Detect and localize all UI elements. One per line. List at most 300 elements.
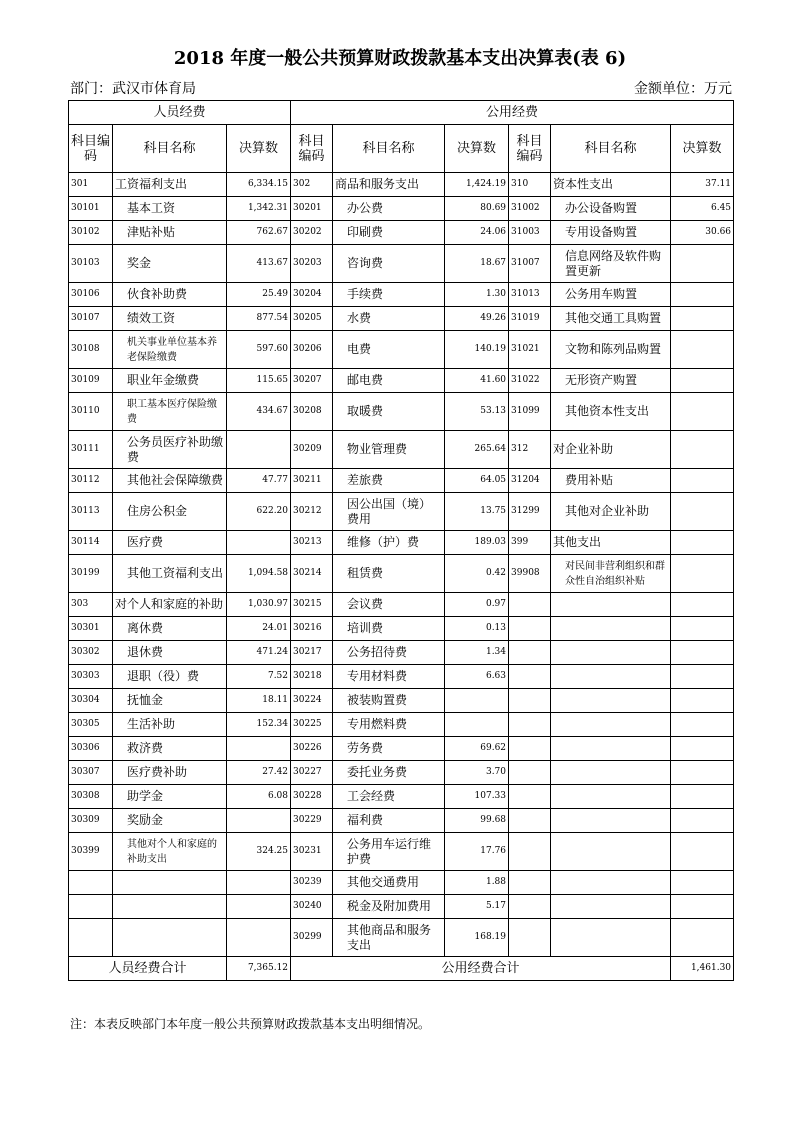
amount: 597.60 — [227, 331, 291, 369]
subject-name: 基本工资 — [113, 197, 227, 221]
col-header-code: 科目编码 — [69, 125, 113, 173]
subject-code: 30228 — [291, 785, 333, 809]
subject-name: 物业管理费 — [333, 431, 445, 469]
unit-label: 金额单位：万元 — [634, 81, 732, 97]
subject-name: 委托业务费 — [333, 761, 445, 785]
table-row — [69, 173, 734, 197]
subject-code: 30102 — [69, 221, 113, 245]
subject-code: 30106 — [69, 283, 113, 307]
subject-name: 办公设备购置 — [551, 197, 671, 221]
subject-name — [551, 737, 671, 761]
subject-code — [509, 895, 551, 919]
col-header-amount: 决算数 — [445, 125, 509, 173]
page-title: 2018 年度一般公共预算财政拨款基本支出决算表(表 6) — [173, 48, 627, 69]
subject-code: 303 — [69, 593, 113, 617]
public-total-label: 公用经费合计 — [291, 957, 671, 981]
table-row — [69, 469, 734, 493]
subject-code: 30306 — [69, 737, 113, 761]
amount: 1.30 — [445, 283, 509, 307]
amount: 53.13 — [445, 393, 509, 431]
subject-name: 职业年金缴费 — [113, 369, 227, 393]
table-row — [69, 871, 734, 895]
amount — [227, 431, 291, 469]
subject-name: 奖励金 — [113, 809, 227, 833]
table-row — [69, 689, 734, 713]
amount: 24.01 — [227, 617, 291, 641]
subject-code: 31013 — [509, 283, 551, 307]
subject-code: 30226 — [291, 737, 333, 761]
amount: 1.88 — [445, 871, 509, 895]
table-row — [69, 665, 734, 689]
amount — [671, 307, 734, 331]
subject-code: 30202 — [291, 221, 333, 245]
subject-code: 30215 — [291, 593, 333, 617]
subject-name — [113, 919, 227, 957]
amount: 189.03 — [445, 531, 509, 555]
subject-code: 31299 — [509, 493, 551, 531]
subject-code: 30308 — [69, 785, 113, 809]
subject-code: 30201 — [291, 197, 333, 221]
subject-code: 30109 — [69, 369, 113, 393]
subject-code: 30207 — [291, 369, 333, 393]
subject-name: 生活补助 — [113, 713, 227, 737]
amount — [671, 617, 734, 641]
subject-name: 离休费 — [113, 617, 227, 641]
amount: 107.33 — [445, 785, 509, 809]
amount: 30.66 — [671, 221, 734, 245]
subject-code: 30229 — [291, 809, 333, 833]
subject-code: 30214 — [291, 555, 333, 593]
subject-code: 30304 — [69, 689, 113, 713]
table-row — [69, 221, 734, 245]
col-header-code: 科目编码 — [509, 125, 551, 173]
subject-name: 绩效工资 — [113, 307, 227, 331]
subject-name: 信息网络及软件购置更新 — [551, 245, 671, 283]
amount: 47.77 — [227, 469, 291, 493]
col-header-code: 科目编码 — [291, 125, 333, 173]
amount — [671, 331, 734, 369]
subject-name: 公务招待费 — [333, 641, 445, 665]
subject-code: 30111 — [69, 431, 113, 469]
subject-name: 抚恤金 — [113, 689, 227, 713]
subject-name: 工会经费 — [333, 785, 445, 809]
amount — [671, 593, 734, 617]
subject-name: 专用燃料费 — [333, 713, 445, 737]
amount — [671, 871, 734, 895]
subject-name — [551, 689, 671, 713]
public-total-value: 1,461.30 — [671, 957, 734, 981]
amount — [671, 713, 734, 737]
subject-code: 30302 — [69, 641, 113, 665]
subject-name — [551, 617, 671, 641]
amount — [227, 809, 291, 833]
amount: 7.52 — [227, 665, 291, 689]
amount: 152.34 — [227, 713, 291, 737]
subject-name: 咨询费 — [333, 245, 445, 283]
table-row — [69, 617, 734, 641]
footnote: 注：本表反映部门本年度一般公共预算财政拨款基本支出明细情况。 — [70, 1017, 431, 1031]
subject-code: 39908 — [509, 555, 551, 593]
amount: 41.60 — [445, 369, 509, 393]
subject-name: 印刷费 — [333, 221, 445, 245]
subject-code — [509, 761, 551, 785]
subject-code: 30303 — [69, 665, 113, 689]
table-row — [69, 197, 734, 221]
subject-code: 30103 — [69, 245, 113, 283]
subject-name: 工资福利支出 — [113, 173, 227, 197]
subject-code: 30225 — [291, 713, 333, 737]
subject-name: 被装购置费 — [333, 689, 445, 713]
amount: 24.06 — [445, 221, 509, 245]
subject-code: 31022 — [509, 369, 551, 393]
col-header-name: 科目名称 — [113, 125, 227, 173]
subject-name: 医疗费补助 — [113, 761, 227, 785]
subject-name — [113, 895, 227, 919]
amount — [671, 895, 734, 919]
subject-code: 30208 — [291, 393, 333, 431]
amount: 37.11 — [671, 173, 734, 197]
subject-name: 商品和服务支出 — [333, 173, 445, 197]
subject-code — [509, 593, 551, 617]
subject-name — [113, 871, 227, 895]
subject-name: 办公费 — [333, 197, 445, 221]
subject-code: 30240 — [291, 895, 333, 919]
subject-code: 30205 — [291, 307, 333, 331]
subject-name: 水费 — [333, 307, 445, 331]
amount: 622.20 — [227, 493, 291, 531]
subject-name: 其他资本性支出 — [551, 393, 671, 431]
table-row — [69, 809, 734, 833]
amount — [671, 919, 734, 957]
subject-code: 30231 — [291, 833, 333, 871]
subject-name: 费用补贴 — [551, 469, 671, 493]
subject-name: 其他对个人和家庭的补助支出 — [113, 833, 227, 871]
amount: 18.11 — [227, 689, 291, 713]
subject-code — [509, 809, 551, 833]
subject-code: 30239 — [291, 871, 333, 895]
amount: 69.62 — [445, 737, 509, 761]
table-row — [69, 245, 734, 283]
amount — [227, 737, 291, 761]
subject-name: 无形资产购置 — [551, 369, 671, 393]
subject-code: 31003 — [509, 221, 551, 245]
amount — [671, 785, 734, 809]
amount: 265.64 — [445, 431, 509, 469]
amount: 1,030.97 — [227, 593, 291, 617]
subject-name: 助学金 — [113, 785, 227, 809]
subject-name: 其他对企业补助 — [551, 493, 671, 531]
table-row — [69, 283, 734, 307]
subject-name: 退职（役）费 — [113, 665, 227, 689]
amount: 1.34 — [445, 641, 509, 665]
amount — [671, 689, 734, 713]
amount: 3.70 — [445, 761, 509, 785]
amount — [671, 283, 734, 307]
subject-name: 税金及附加费用 — [333, 895, 445, 919]
amount: 6.08 — [227, 785, 291, 809]
subject-code: 301 — [69, 173, 113, 197]
table-row — [69, 307, 734, 331]
subject-code: 312 — [509, 431, 551, 469]
amount — [671, 369, 734, 393]
public-header: 公用经费 — [291, 101, 734, 125]
amount: 434.67 — [227, 393, 291, 431]
amount — [671, 737, 734, 761]
subject-name: 对企业补助 — [551, 431, 671, 469]
table-row — [69, 737, 734, 761]
amount: 27.42 — [227, 761, 291, 785]
subject-code: 30213 — [291, 531, 333, 555]
amount — [445, 713, 509, 737]
col-header-name: 科目名称 — [551, 125, 671, 173]
subject-name — [551, 895, 671, 919]
amount: 18.67 — [445, 245, 509, 283]
subject-code: 30217 — [291, 641, 333, 665]
subject-name: 专用设备购置 — [551, 221, 671, 245]
subject-name: 电费 — [333, 331, 445, 369]
amount: 413.67 — [227, 245, 291, 283]
table-row — [69, 785, 734, 809]
subject-name: 差旅费 — [333, 469, 445, 493]
amount: 140.19 — [445, 331, 509, 369]
amount — [671, 665, 734, 689]
subject-name: 会议费 — [333, 593, 445, 617]
amount — [227, 531, 291, 555]
subject-code: 30199 — [69, 555, 113, 593]
amount: 324.25 — [227, 833, 291, 871]
subject-code: 30224 — [291, 689, 333, 713]
subject-code: 30301 — [69, 617, 113, 641]
subject-code: 30203 — [291, 245, 333, 283]
subject-name: 培训费 — [333, 617, 445, 641]
subject-name — [551, 761, 671, 785]
table-row — [69, 331, 734, 369]
amount: 13.75 — [445, 493, 509, 531]
subject-code: 30227 — [291, 761, 333, 785]
personnel-total-label: 人员经费合计 — [69, 957, 227, 981]
subject-name: 职工基本医疗保险缴费 — [113, 393, 227, 431]
subject-code: 31019 — [509, 307, 551, 331]
subject-name — [551, 785, 671, 809]
amount: 168.19 — [445, 919, 509, 957]
subject-name — [551, 919, 671, 957]
table-row — [69, 555, 734, 593]
table-row — [69, 919, 734, 957]
subject-name: 福利费 — [333, 809, 445, 833]
amount: 6.45 — [671, 197, 734, 221]
subject-code: 30113 — [69, 493, 113, 531]
subject-code: 30307 — [69, 761, 113, 785]
subject-code — [509, 617, 551, 641]
amount: 25.49 — [227, 283, 291, 307]
subject-name: 医疗费 — [113, 531, 227, 555]
subject-code: 30212 — [291, 493, 333, 531]
subject-name: 公务用车运行维护费 — [333, 833, 445, 871]
subject-name — [551, 871, 671, 895]
subject-name — [551, 641, 671, 665]
subject-name: 对民间非营利组织和群众性自治组织补贴 — [551, 555, 671, 593]
subject-code — [69, 919, 113, 957]
table-row — [69, 493, 734, 531]
subject-name: 住房公积金 — [113, 493, 227, 531]
amount: 6.63 — [445, 665, 509, 689]
subject-name — [551, 593, 671, 617]
totals-row — [69, 957, 734, 981]
table-row — [69, 833, 734, 871]
subject-name — [551, 713, 671, 737]
amount — [671, 469, 734, 493]
subject-code — [509, 785, 551, 809]
subject-name: 专用材料费 — [333, 665, 445, 689]
subject-code: 30399 — [69, 833, 113, 871]
subject-code: 30107 — [69, 307, 113, 331]
subject-code: 31204 — [509, 469, 551, 493]
subject-code: 30101 — [69, 197, 113, 221]
amount — [671, 833, 734, 871]
subject-code: 310 — [509, 173, 551, 197]
subject-name — [551, 833, 671, 871]
amount — [671, 245, 734, 283]
personnel-header: 人员经费 — [69, 101, 291, 125]
subject-code: 31021 — [509, 331, 551, 369]
subject-name: 租赁费 — [333, 555, 445, 593]
subject-name: 取暖费 — [333, 393, 445, 431]
subject-name: 维修（护）费 — [333, 531, 445, 555]
table-row — [69, 369, 734, 393]
amount — [671, 555, 734, 593]
subject-name: 其他交通工具购置 — [551, 307, 671, 331]
subject-name: 其他交通费用 — [333, 871, 445, 895]
amount — [227, 895, 291, 919]
subject-name: 其他社会保障缴费 — [113, 469, 227, 493]
amount: 115.65 — [227, 369, 291, 393]
subject-name: 资本性支出 — [551, 173, 671, 197]
subject-code — [509, 665, 551, 689]
amount: 6,334.15 — [227, 173, 291, 197]
table-row — [69, 531, 734, 555]
table-row — [69, 641, 734, 665]
subject-name: 文物和陈列品购置 — [551, 331, 671, 369]
table-row — [69, 895, 734, 919]
amount: 5.17 — [445, 895, 509, 919]
table-row — [69, 431, 734, 469]
subject-name: 伙食补助费 — [113, 283, 227, 307]
subject-code — [509, 919, 551, 957]
subject-name: 手续费 — [333, 283, 445, 307]
subject-code — [509, 737, 551, 761]
subject-code: 31002 — [509, 197, 551, 221]
amount: 49.26 — [445, 307, 509, 331]
subject-code: 302 — [291, 173, 333, 197]
amount: 99.68 — [445, 809, 509, 833]
amount — [671, 809, 734, 833]
subject-code — [69, 895, 113, 919]
subject-code: 30299 — [291, 919, 333, 957]
amount — [227, 919, 291, 957]
group-header-row — [69, 101, 734, 125]
subject-name: 劳务费 — [333, 737, 445, 761]
subject-name: 机关事业单位基本养老保险缴费 — [113, 331, 227, 369]
subject-name: 因公出国（境）费用 — [333, 493, 445, 531]
subject-name: 津贴补贴 — [113, 221, 227, 245]
amount: 64.05 — [445, 469, 509, 493]
subject-code: 31007 — [509, 245, 551, 283]
amount: 762.67 — [227, 221, 291, 245]
subject-code: 30309 — [69, 809, 113, 833]
subject-name: 其他商品和服务支出 — [333, 919, 445, 957]
table-row — [69, 393, 734, 431]
subject-code — [509, 689, 551, 713]
amount: 80.69 — [445, 197, 509, 221]
amount — [671, 531, 734, 555]
amount: 0.97 — [445, 593, 509, 617]
amount — [671, 431, 734, 469]
amount: 877.54 — [227, 307, 291, 331]
amount: 1,342.31 — [227, 197, 291, 221]
budget-table — [68, 100, 734, 981]
table-row — [69, 761, 734, 785]
subject-name: 公务用车购置 — [551, 283, 671, 307]
table-row — [69, 713, 734, 737]
subject-code — [509, 871, 551, 895]
amount — [671, 393, 734, 431]
subject-name: 救济费 — [113, 737, 227, 761]
col-header-amount: 决算数 — [671, 125, 734, 173]
amount — [445, 689, 509, 713]
subject-code: 30305 — [69, 713, 113, 737]
subject-code: 30114 — [69, 531, 113, 555]
amount — [671, 493, 734, 531]
amount — [671, 761, 734, 785]
column-header-row — [69, 125, 734, 173]
amount: 471.24 — [227, 641, 291, 665]
amount: 17.76 — [445, 833, 509, 871]
amount: 0.13 — [445, 617, 509, 641]
amount: 0.42 — [445, 555, 509, 593]
amount — [671, 641, 734, 665]
personnel-total-value: 7,365.12 — [227, 957, 291, 981]
col-header-amount: 决算数 — [227, 125, 291, 173]
subject-name — [551, 809, 671, 833]
subject-code: 399 — [509, 531, 551, 555]
subject-code — [509, 641, 551, 665]
subject-code: 30204 — [291, 283, 333, 307]
subject-name: 邮电费 — [333, 369, 445, 393]
subject-name: 其他支出 — [551, 531, 671, 555]
subject-code: 30218 — [291, 665, 333, 689]
subject-name: 公务员医疗补助缴费 — [113, 431, 227, 469]
subject-code: 30108 — [69, 331, 113, 369]
amount — [227, 871, 291, 895]
subject-name: 对个人和家庭的补助 — [113, 593, 227, 617]
subject-name: 其他工资福利支出 — [113, 555, 227, 593]
subject-code — [509, 833, 551, 871]
table-row — [69, 593, 734, 617]
subject-code: 31099 — [509, 393, 551, 431]
subject-name: 奖金 — [113, 245, 227, 283]
subject-code: 30211 — [291, 469, 333, 493]
subject-code — [509, 713, 551, 737]
subject-code: 30112 — [69, 469, 113, 493]
subject-code: 30216 — [291, 617, 333, 641]
subject-name — [551, 665, 671, 689]
amount: 1,424.19 — [445, 173, 509, 197]
col-header-name: 科目名称 — [333, 125, 445, 173]
subject-code: 30110 — [69, 393, 113, 431]
department-label: 部门：武汉市体育局 — [70, 81, 196, 97]
subject-code: 30209 — [291, 431, 333, 469]
amount: 1,094.58 — [227, 555, 291, 593]
